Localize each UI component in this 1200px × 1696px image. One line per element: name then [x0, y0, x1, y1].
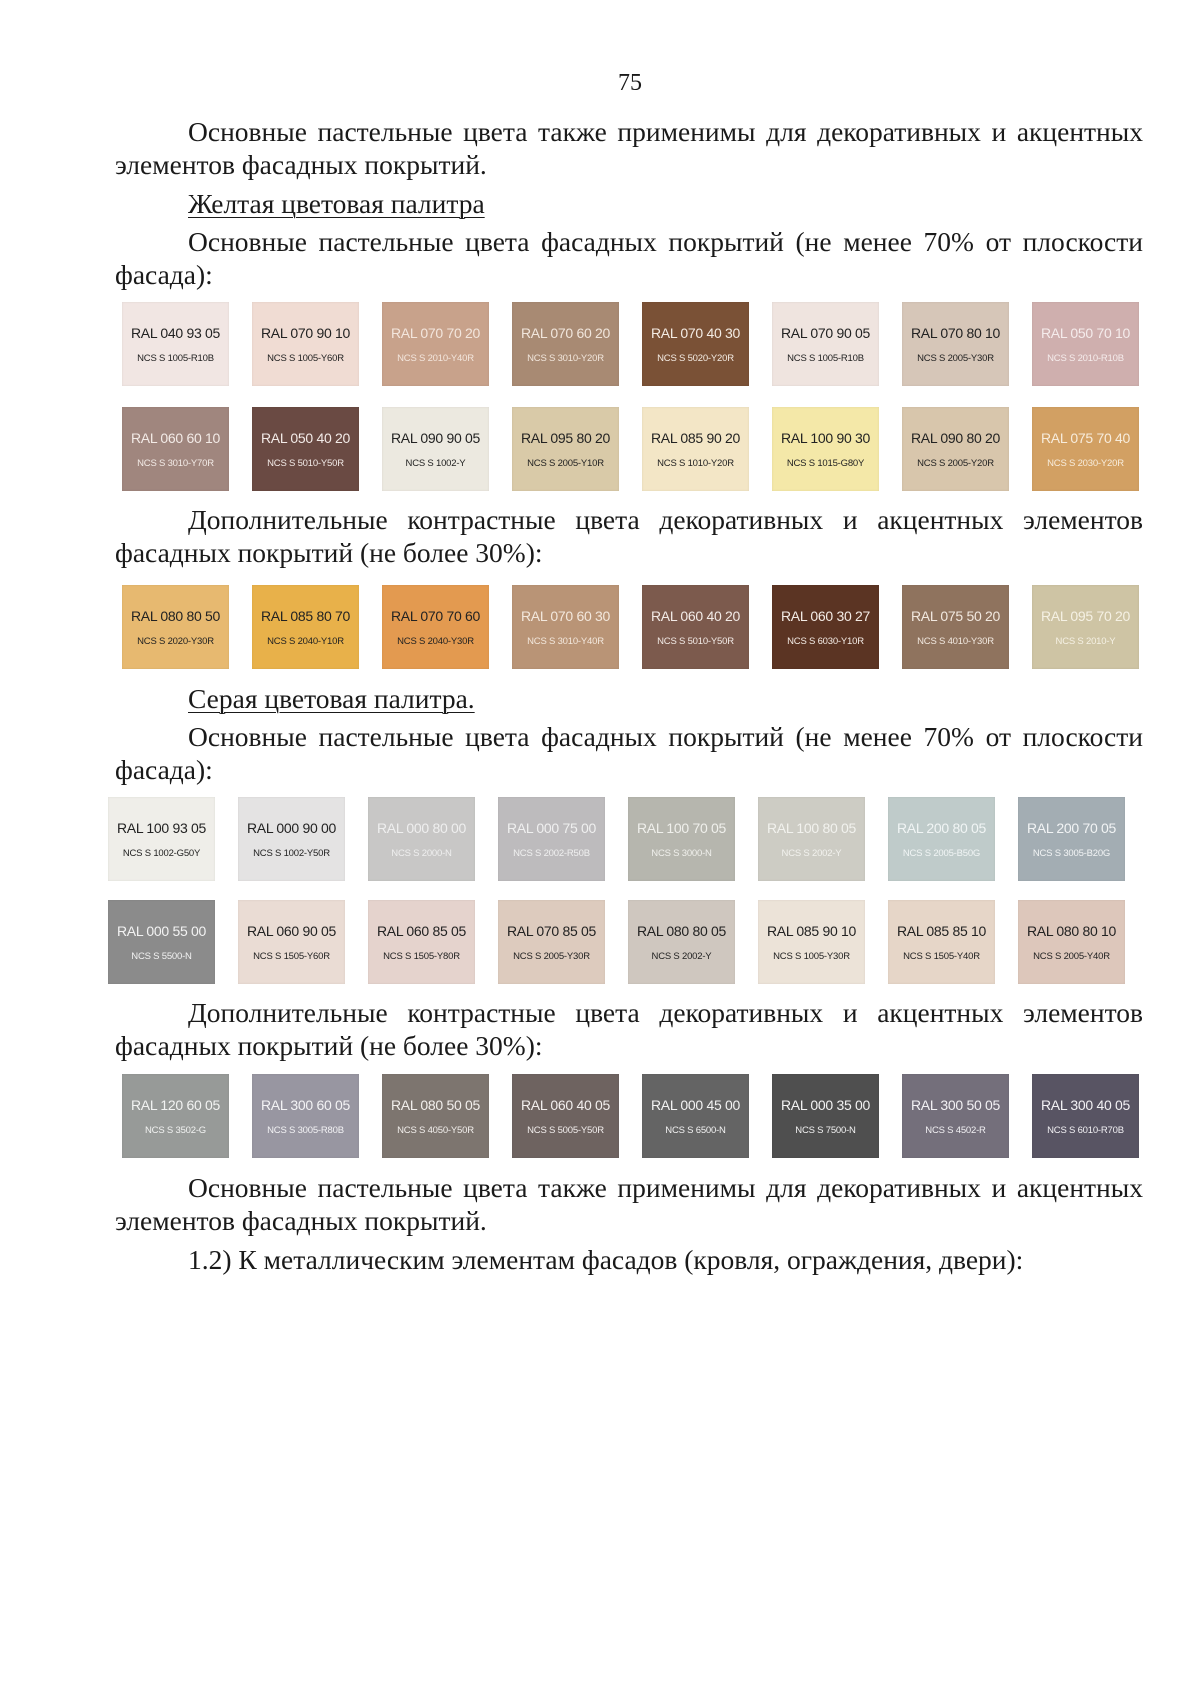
ral-code: RAL 080 80 05	[637, 923, 726, 939]
ncs-code: NCS S 2005-Y20R	[917, 458, 994, 469]
color-swatch	[642, 302, 749, 386]
ral-code: RAL 050 70 10	[1041, 325, 1130, 341]
paragraph-gray-accent	[115, 996, 1143, 1062]
swatch-row	[122, 407, 1142, 491]
color-swatch	[382, 407, 489, 491]
paragraph-intro	[115, 115, 1143, 181]
ral-code: RAL 080 80 50	[131, 608, 220, 624]
color-swatch	[512, 407, 619, 491]
color-swatch	[642, 585, 749, 669]
text-line: Основные пастельные цвета фасадных покрытий (не менее 70% от плоскости	[188, 721, 1143, 752]
ral-code: RAL 070 70 20	[391, 325, 480, 341]
ncs-code: NCS S 1002-Y	[405, 458, 466, 469]
color-swatch	[628, 797, 735, 881]
color-swatch	[1032, 1074, 1139, 1158]
ral-code: RAL 060 40 20	[651, 608, 740, 624]
color-swatch	[368, 797, 475, 881]
ral-code: RAL 070 90 10	[261, 325, 350, 341]
ral-code: RAL 080 50 05	[391, 1097, 480, 1113]
ncs-code: NCS S 3502-G	[145, 1125, 206, 1136]
ncs-code: NCS S 1002-Y50R	[253, 848, 330, 859]
text-line: Основные пастельные цвета также применимы для декоративных и акцентных	[188, 116, 1143, 147]
ncs-code: NCS S 1005-Y30R	[773, 951, 850, 962]
ncs-code: NCS S 2010-Y40R	[397, 353, 474, 364]
ral-code: RAL 085 80 70	[261, 608, 350, 624]
ncs-code: NCS S 2005-Y40R	[1033, 951, 1110, 962]
color-swatch	[1018, 797, 1125, 881]
ral-code: RAL 070 60 30	[521, 608, 610, 624]
text-line: фасадных покрытий (не более 30%):	[115, 537, 543, 568]
ncs-code: NCS S 2002-Y	[781, 848, 842, 859]
ncs-code: NCS S 2000-N	[391, 848, 452, 859]
ncs-code: NCS S 2002-Y	[651, 951, 712, 962]
ral-code: RAL 070 80 10	[911, 325, 1000, 341]
page-number: 75	[618, 70, 642, 96]
ral-code: RAL 100 80 05	[767, 820, 856, 836]
ncs-code: NCS S 3010-Y70R	[137, 458, 214, 469]
section-heading-yellow: Желтая цветовая палитра	[188, 188, 485, 219]
ral-code: RAL 000 90 00	[247, 820, 336, 836]
ncs-code: NCS S 7500-N	[795, 1125, 856, 1136]
ral-code: RAL 100 93 05	[117, 820, 206, 836]
ral-code: RAL 070 85 05	[507, 923, 596, 939]
color-swatch	[772, 585, 879, 669]
ncs-code: NCS S 2030-Y20R	[1047, 458, 1124, 469]
color-swatch	[642, 1074, 749, 1158]
ncs-code: NCS S 5020-Y20R	[657, 353, 734, 364]
ral-code: RAL 000 80 00	[377, 820, 466, 836]
ncs-code: NCS S 2002-R50B	[513, 848, 590, 859]
ral-code: RAL 075 70 40	[1041, 430, 1130, 446]
paragraph-yellow-main	[115, 225, 1143, 291]
ncs-code: NCS S 4050-Y50R	[397, 1125, 474, 1136]
color-swatch	[382, 585, 489, 669]
ncs-code: NCS S 2040-Y10R	[267, 636, 344, 647]
ral-code: RAL 095 80 20	[521, 430, 610, 446]
color-swatch	[902, 407, 1009, 491]
text-line: элементов фасадных покрытий.	[115, 149, 487, 180]
ncs-code: NCS S 3010-Y20R	[527, 353, 604, 364]
ral-code: RAL 070 40 30	[651, 325, 740, 341]
color-swatch	[642, 407, 749, 491]
ncs-code: NCS S 1505-Y80R	[383, 951, 460, 962]
color-swatch	[122, 585, 229, 669]
ncs-code: NCS S 2005-Y30R	[513, 951, 590, 962]
color-swatch	[382, 302, 489, 386]
ncs-code: NCS S 6010-R70B	[1047, 1125, 1124, 1136]
ncs-code: NCS S 3005-B20G	[1032, 848, 1111, 859]
swatch-row	[108, 900, 1128, 984]
ral-code: RAL 090 80 20	[911, 430, 1000, 446]
ncs-code: NCS S 3000-N	[651, 848, 712, 859]
color-swatch	[1018, 900, 1125, 984]
ncs-code: NCS S 2005-Y10R	[527, 458, 604, 469]
ncs-code: NCS S 1505-Y40R	[903, 951, 980, 962]
ral-code: RAL 070 90 05	[781, 325, 870, 341]
ncs-code: NCS S 1015-G80Y	[786, 458, 865, 469]
color-swatch	[252, 407, 359, 491]
color-swatch	[772, 1074, 879, 1158]
color-swatch	[512, 1074, 619, 1158]
ral-code: RAL 085 85 10	[897, 923, 986, 939]
ncs-code: NCS S 6030-Y10R	[787, 636, 864, 647]
ral-code: RAL 080 80 10	[1027, 923, 1116, 939]
ral-code: RAL 120 60 05	[131, 1097, 220, 1113]
ral-code: RAL 300 50 05	[911, 1097, 1000, 1113]
color-swatch	[238, 900, 345, 984]
ral-code: RAL 000 55 00	[117, 923, 206, 939]
ncs-code: NCS S 2020-Y30R	[137, 636, 214, 647]
section-heading-gray: Серая цветовая палитра.	[188, 683, 475, 714]
text-line: Основные пастельные цвета также применимы для декоративных и акцентных	[188, 1172, 1143, 1203]
ncs-code: NCS S 5010-Y50R	[267, 458, 344, 469]
color-swatch	[382, 1074, 489, 1158]
swatch-row	[122, 1074, 1142, 1158]
color-swatch	[498, 797, 605, 881]
text-line: Дополнительные контрастные цвета декоративных и акцентных элементов	[188, 504, 1143, 535]
color-swatch	[122, 302, 229, 386]
ncs-code: NCS S 4502-R	[925, 1125, 986, 1136]
ral-code: RAL 040 93 05	[131, 325, 220, 341]
swatch-row	[122, 585, 1142, 669]
color-swatch	[512, 302, 619, 386]
color-swatch	[108, 900, 215, 984]
ral-code: RAL 060 90 05	[247, 923, 336, 939]
ncs-code: NCS S 1002-G50Y	[122, 848, 201, 859]
ral-code: RAL 100 70 05	[637, 820, 726, 836]
ncs-code: NCS S 2010-R10B	[1047, 353, 1124, 364]
color-swatch	[758, 797, 865, 881]
ral-code: RAL 060 60 10	[131, 430, 220, 446]
ral-code: RAL 000 35 00	[781, 1097, 870, 1113]
color-swatch	[252, 1074, 359, 1158]
ncs-code: NCS S 2010-Y	[1055, 636, 1116, 647]
ncs-code: NCS S 3005-R80B	[267, 1125, 344, 1136]
ncs-code: NCS S 1010-Y20R	[657, 458, 734, 469]
text-line: фасада):	[115, 259, 213, 290]
color-swatch	[628, 900, 735, 984]
color-swatch	[108, 797, 215, 881]
color-swatch	[512, 585, 619, 669]
ncs-code: NCS S 1005-Y60R	[267, 353, 344, 364]
color-swatch	[122, 407, 229, 491]
ral-code: RAL 085 90 20	[651, 430, 740, 446]
color-swatch	[758, 900, 865, 984]
ral-code: RAL 070 60 20	[521, 325, 610, 341]
color-swatch	[368, 900, 475, 984]
ral-code: RAL 085 90 10	[767, 923, 856, 939]
color-swatch	[498, 900, 605, 984]
text-line: Дополнительные контрастные цвета декоративных и акцентных элементов	[188, 997, 1143, 1028]
text-line: фасадных покрытий (не более 30%):	[115, 1030, 543, 1061]
ncs-code: NCS S 2005-Y30R	[917, 353, 994, 364]
color-swatch	[772, 407, 879, 491]
color-swatch	[1032, 407, 1139, 491]
text-line: Основные пастельные цвета фасадных покрытий (не менее 70% от плоскости	[188, 226, 1143, 257]
ral-code: RAL 100 90 30	[781, 430, 870, 446]
paragraph-yellow-accent	[115, 503, 1143, 569]
ncs-code: NCS S 5005-Y50R	[527, 1125, 604, 1136]
ral-code: RAL 000 75 00	[507, 820, 596, 836]
color-swatch	[888, 900, 995, 984]
color-swatch	[238, 797, 345, 881]
ncs-code: NCS S 6500-N	[665, 1125, 726, 1136]
text-line: фасада):	[115, 754, 213, 785]
paragraph-gray-main	[115, 720, 1143, 786]
color-swatch	[252, 585, 359, 669]
ncs-code: NCS S 1505-Y60R	[253, 951, 330, 962]
swatch-row	[122, 302, 1142, 386]
ncs-code: NCS S 1005-R10B	[137, 353, 214, 364]
ral-code: RAL 000 45 00	[651, 1097, 740, 1113]
color-swatch	[1032, 585, 1139, 669]
color-swatch	[252, 302, 359, 386]
color-swatch	[888, 797, 995, 881]
ral-code: RAL 060 85 05	[377, 923, 466, 939]
ncs-code: NCS S 2005-B50G	[902, 848, 981, 859]
ncs-code: NCS S 4010-Y30R	[917, 636, 994, 647]
ral-code: RAL 060 40 05	[521, 1097, 610, 1113]
ral-code: RAL 095 70 20	[1041, 608, 1130, 624]
text-line: 1.2) К металлическим элементам фасадов (кровля, ограждения, двери):	[188, 1244, 1024, 1275]
ral-code: RAL 060 30 27	[781, 608, 870, 624]
ral-code: RAL 300 60 05	[261, 1097, 350, 1113]
ral-code: RAL 200 80 05	[897, 820, 986, 836]
ncs-code: NCS S 5010-Y50R	[657, 636, 734, 647]
color-swatch	[1032, 302, 1139, 386]
ral-code: RAL 090 90 05	[391, 430, 480, 446]
ncs-code: NCS S 2040-Y30R	[397, 636, 474, 647]
color-swatch	[902, 585, 1009, 669]
color-swatch	[902, 1074, 1009, 1158]
color-swatch	[902, 302, 1009, 386]
paragraph-closing	[115, 1171, 1143, 1237]
ral-code: RAL 200 70 05	[1027, 820, 1116, 836]
ral-code: RAL 300 40 05	[1041, 1097, 1130, 1113]
text-line: элементов фасадных покрытий.	[115, 1205, 487, 1236]
color-swatch	[772, 302, 879, 386]
ral-code: RAL 075 50 20	[911, 608, 1000, 624]
swatch-row	[108, 797, 1128, 881]
color-swatch	[122, 1074, 229, 1158]
ncs-code: NCS S 1005-R10B	[787, 353, 864, 364]
paragraph-metal-elements	[115, 1243, 1143, 1276]
ncs-code: NCS S 5500-N	[131, 951, 192, 962]
ncs-code: NCS S 3010-Y40R	[527, 636, 604, 647]
ral-code: RAL 050 40 20	[261, 430, 350, 446]
ral-code: RAL 070 70 60	[391, 608, 480, 624]
